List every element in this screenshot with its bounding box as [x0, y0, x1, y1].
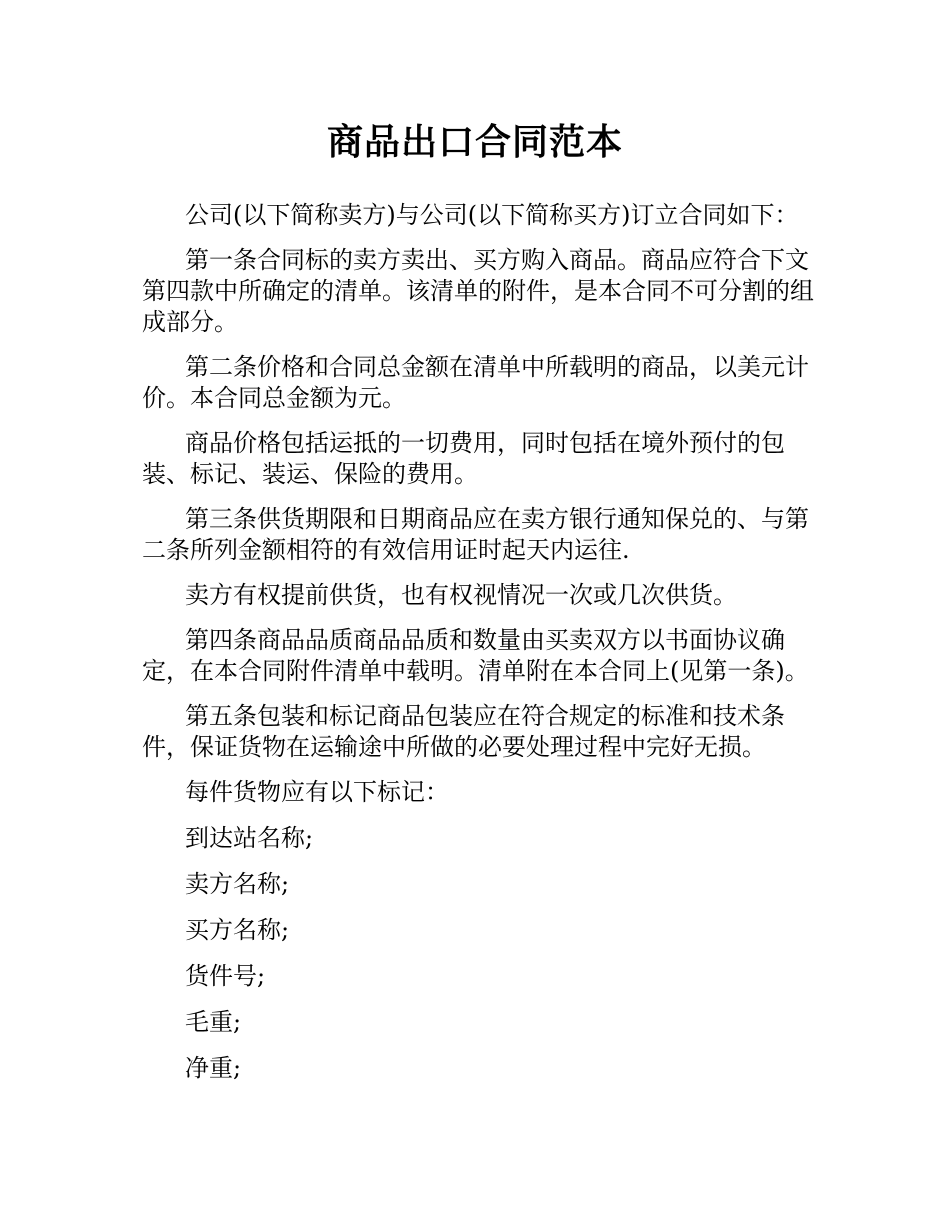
marking-item-seller: 卖方名称; [185, 870, 290, 898]
paragraph-article-3: 第三条供货期限和日期商品应在卖方银行通知保兑的、与第二条所列金额相符的有效信用证时起天内运往. [142, 505, 809, 564]
paragraph-article-5: 第五条包装和标记商品包装应在符合规定的标准和技术条件，保证货物在运输途中所做的必要处理过程中完好无损。 [142, 702, 785, 761]
paragraph-article-4: 第四条商品品质商品品质和数量由买卖双方以书面协议确定，在本合同附件清单中载明。清单附在本合同上(见第一条)。 [142, 626, 809, 685]
paragraph-marking-intro: 每件货物应有以下标记： [185, 778, 449, 806]
document-body [142, 200, 814, 1099]
paragraph-preamble: 公司(以下简称卖方)与公司(以下简称买方)订立合同如下： [185, 201, 799, 229]
paragraph-price-includes: 商品价格包括运抵的一切费用，同时包括在境外预付的包装、标记、装运、保险的费用。 [142, 429, 785, 488]
marking-item-net-weight: 净重; [185, 1054, 242, 1082]
marking-item-package-number: 货件号; [185, 962, 266, 990]
paragraph-article-2: 第二条价格和合同总金额在清单中所载明的商品，以美元计价。本合同总金额为元。 [142, 353, 809, 412]
marking-item-destination: 到达站名称; [185, 824, 314, 852]
paragraph-article-1: 第一条合同标的卖方卖出、买方购入商品。商品应符合下文第四款中所确定的清单。该清单的附件，是本合同不可分割的组成部分。 [142, 246, 814, 336]
paragraph-early-delivery: 卖方有权提前供货，也有权视情况一次或几次供货。 [185, 581, 737, 609]
marking-item-buyer: 买方名称; [185, 916, 290, 944]
document-title: 商品出口合同范本 [326, 122, 623, 163]
marking-item-gross-weight: 毛重; [185, 1008, 242, 1036]
